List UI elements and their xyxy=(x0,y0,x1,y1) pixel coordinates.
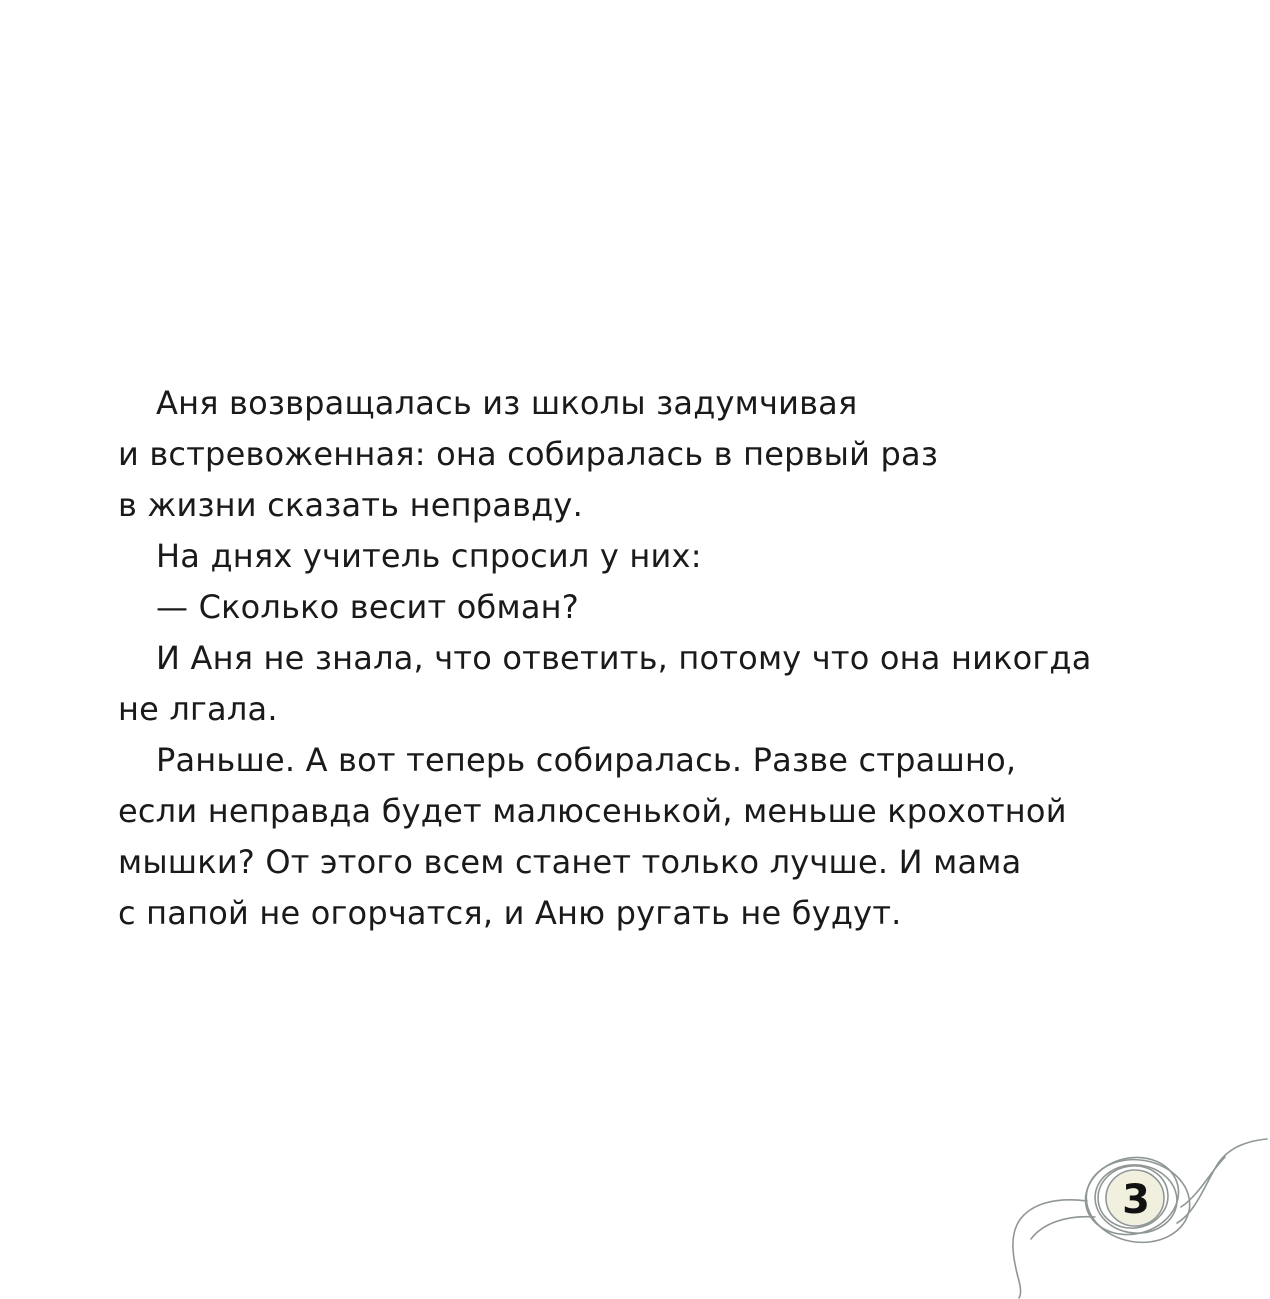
story-line: И Аня не знала, что ответить, потому что она никогда xyxy=(156,639,1092,677)
story-line: в жизни сказать неправду. xyxy=(118,486,583,524)
story-line: Раньше. А вот теперь собиралась. Разве страшно, xyxy=(156,741,1017,779)
story-line: если неправда будет малюсенькой, меньше крохотной xyxy=(118,792,1067,830)
story-line: На днях учитель спросил у них: xyxy=(156,537,702,575)
story-text xyxy=(118,378,1158,939)
story-line: Аня возвращалась из школы задумчивая xyxy=(156,384,858,422)
page-number: 3 xyxy=(1122,1177,1150,1223)
story-line: мышки? От этого всем станет только лучше. И мама xyxy=(118,843,1022,881)
story-line: и встревоженная: она собиралась в первый раз xyxy=(118,435,939,473)
story-line: с папой не огорчатся, и Аню ругать не будут. xyxy=(118,894,902,932)
story-line: — Сколько весит обман? xyxy=(156,588,579,626)
story-line: не лгала. xyxy=(118,690,278,728)
